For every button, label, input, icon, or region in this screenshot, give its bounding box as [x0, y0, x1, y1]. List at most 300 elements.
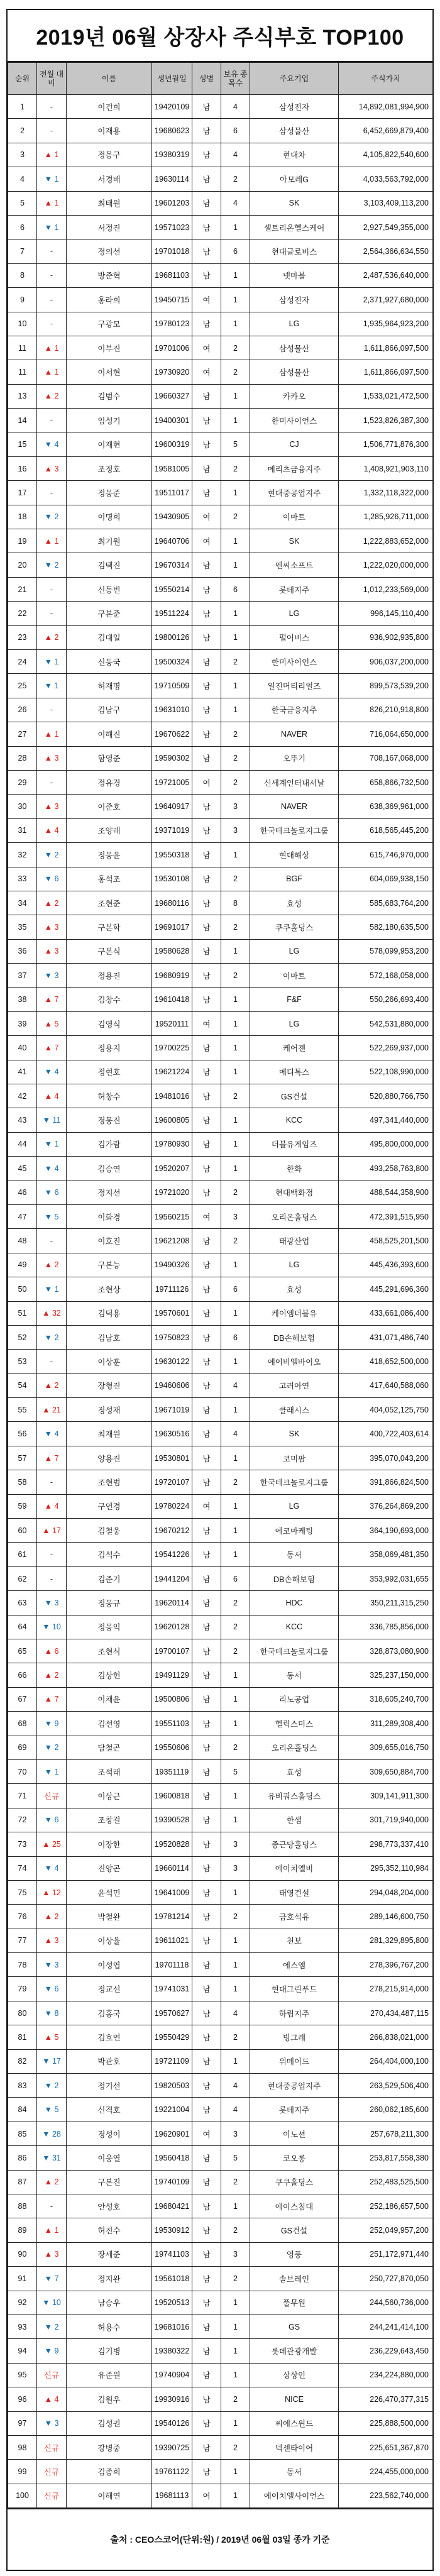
cell-gender: 남	[192, 481, 221, 505]
cell-birth: 19680116	[152, 891, 192, 915]
cell-count: 1	[221, 553, 250, 577]
cell-company: NICE	[250, 2387, 339, 2411]
cell-gender: 남	[192, 818, 221, 842]
cell-rank: 36	[8, 939, 37, 963]
cell-value: 638,369,961,000	[339, 795, 433, 818]
table-row	[8, 553, 433, 577]
table-row	[8, 2098, 433, 2122]
cell-company: 에이비엘바이오	[250, 1350, 339, 1373]
change-up-indicator: ▲ 4	[37, 1494, 67, 1518]
cell-value: 572,168,058,000	[339, 964, 433, 988]
cell-gender: 남	[192, 2049, 221, 2073]
cell-rank: 34	[8, 891, 37, 915]
cell-company: DB손해보험	[250, 1325, 339, 1349]
header-company: 주요기업	[250, 63, 339, 95]
cell-company: 태광산업	[250, 1229, 339, 1253]
cell-count: 2	[221, 2435, 250, 2459]
cell-count: 2	[221, 360, 250, 384]
cell-rank: 80	[8, 2001, 37, 2025]
cell-change: -	[37, 239, 67, 263]
cell-company: 쿠쿠홀딩스	[250, 915, 339, 939]
cell-name: 이장한	[67, 1832, 152, 1856]
cell-name: 구본능	[67, 1253, 152, 1277]
change-up-indicator: ▲ 2	[37, 384, 67, 408]
cell-company: 한국금융지주	[250, 698, 339, 722]
cell-rank: 16	[8, 456, 37, 480]
cell-value: 252,049,957,200	[339, 2218, 433, 2242]
change-down-indicator: ▼ 5	[37, 2098, 67, 2122]
table-row	[8, 1470, 433, 1494]
change-up-indicator: ▲ 25	[37, 1832, 67, 1856]
cell-gender: 남	[192, 1422, 221, 1446]
cell-birth: 19560215	[152, 1204, 192, 1228]
cell-name: 박철완	[67, 1905, 152, 1929]
cell-rank: 50	[8, 1277, 37, 1301]
cell-rank: 4	[8, 167, 37, 191]
cell-count: 1	[221, 1687, 250, 1711]
cell-name: 정몽규	[67, 1591, 152, 1615]
change-new-badge: 신규	[37, 1784, 67, 1808]
cell-company: 삼성물산	[250, 119, 339, 143]
cell-count: 1	[221, 1350, 250, 1373]
cell-gender: 남	[192, 2001, 221, 2025]
cell-rank: 23	[8, 625, 37, 649]
cell-company: 삼성물산	[250, 360, 339, 384]
cell-company: DB손해보험	[250, 1566, 339, 1590]
cell-count: 3	[221, 2122, 250, 2145]
cell-count: 2	[221, 1229, 250, 1253]
change-up-indicator: ▲ 2	[37, 625, 67, 649]
cell-company: 현대중공업지주	[250, 481, 339, 505]
table-row	[8, 1736, 433, 1759]
table-row	[8, 432, 433, 456]
change-up-indicator: ▲ 4	[37, 818, 67, 842]
cell-value: 244,241,414,100	[339, 2315, 433, 2338]
cell-value: 2,927,549,355,000	[339, 215, 433, 239]
cell-gender: 여	[192, 360, 221, 384]
cell-company: 롯데관광개발	[250, 2339, 339, 2363]
cell-company: 한미사이언스	[250, 649, 339, 673]
cell-rank: 55	[8, 1398, 37, 1422]
cell-company: 더블유게임즈	[250, 1132, 339, 1156]
cell-birth: 19371019	[152, 818, 192, 842]
cell-rank: 35	[8, 915, 37, 939]
cell-name: 이상훈	[67, 1350, 152, 1373]
cell-gender: 남	[192, 1639, 221, 1663]
cell-value: 2,371,927,680,000	[339, 288, 433, 312]
cell-birth: 19580628	[152, 939, 192, 963]
cell-birth: 19761122	[152, 2460, 192, 2484]
table-row	[8, 674, 433, 698]
cell-birth: 19541226	[152, 1543, 192, 1566]
table-row	[8, 2484, 433, 2507]
cell-name: 양용진	[67, 1446, 152, 1470]
cell-rank: 28	[8, 746, 37, 770]
table-row	[8, 1953, 433, 1977]
cell-birth: 19490326	[152, 1253, 192, 1277]
cell-rank: 97	[8, 2411, 37, 2435]
cell-name: 박관호	[67, 2049, 152, 2073]
cell-rank: 89	[8, 2218, 37, 2242]
cell-birth: 19351119	[152, 1759, 192, 1783]
table-row	[8, 1687, 433, 1711]
cell-birth: 19520111	[152, 1011, 192, 1035]
cell-value: 391,866,824,500	[339, 1470, 433, 1494]
cell-birth: 19671019	[152, 1398, 192, 1422]
cell-count: 6	[221, 239, 250, 263]
cell-birth: 19670622	[152, 722, 192, 746]
cell-count: 1	[221, 1494, 250, 1518]
header-value: 주식가치	[339, 63, 433, 95]
change-down-indicator: ▼ 2	[37, 2074, 67, 2098]
cell-gender: 남	[192, 891, 221, 915]
cell-count: 1	[221, 215, 250, 239]
cell-gender: 남	[192, 1784, 221, 1808]
cell-birth: 19700107	[152, 1639, 192, 1663]
cell-change: -	[37, 312, 67, 336]
cell-gender: 남	[192, 2411, 221, 2435]
cell-birth: 19460606	[152, 1373, 192, 1397]
cell-name: 진양곤	[67, 1856, 152, 1880]
table-row	[8, 481, 433, 505]
cell-count: 1	[221, 1446, 250, 1470]
cell-gender: 남	[192, 1350, 221, 1373]
cell-change: -	[37, 698, 67, 722]
cell-company: 에코마케팅	[250, 1519, 339, 1543]
cell-name: 김영식	[67, 1011, 152, 1035]
cell-name: 정몽구	[67, 143, 152, 167]
cell-rank: 85	[8, 2122, 37, 2145]
change-new-badge: 신규	[37, 2435, 67, 2459]
cell-name: 조현범	[67, 1470, 152, 1494]
cell-value: 289,146,600,750	[339, 1905, 433, 1929]
cell-value: 278,396,767,200	[339, 1953, 433, 1977]
cell-gender: 남	[192, 674, 221, 698]
cell-birth: 19511224	[152, 602, 192, 625]
cell-value: 6,452,669,879,400	[339, 119, 433, 143]
table-row	[8, 239, 433, 263]
cell-value: 309,141,911,300	[339, 1784, 433, 1808]
ranking-table	[8, 62, 433, 2508]
cell-name: 김준기	[67, 1566, 152, 1590]
cell-value: 433,661,086,400	[339, 1301, 433, 1325]
cell-gender: 남	[192, 2315, 221, 2338]
cell-name: 이화경	[67, 1204, 152, 1228]
cell-birth: 19711126	[152, 1277, 192, 1301]
cell-name: 허재명	[67, 674, 152, 698]
cell-rank: 29	[8, 770, 37, 794]
cell-count: 1	[221, 2049, 250, 2073]
cell-rank: 24	[8, 649, 37, 673]
table-row	[8, 215, 433, 239]
table-row	[8, 456, 433, 480]
cell-birth: 19680623	[152, 119, 192, 143]
table-row	[8, 2170, 433, 2194]
header-count: 보유 종목수	[221, 63, 250, 95]
cell-count: 2	[221, 964, 250, 988]
cell-name: 정몽익	[67, 1615, 152, 1639]
cell-name: 허용수	[67, 2315, 152, 2338]
cell-rank: 37	[8, 964, 37, 988]
cell-rank: 1	[8, 95, 37, 119]
cell-change: -	[37, 602, 67, 625]
table-row	[8, 1759, 433, 1783]
cell-value: 1,611,866,097,500	[339, 360, 433, 384]
cell-company: 엔씨소프트	[250, 553, 339, 577]
cell-name: 신격호	[67, 2098, 152, 2122]
cell-gender: 남	[192, 746, 221, 770]
cell-birth: 19520828	[152, 1832, 192, 1856]
cell-birth: 19430905	[152, 505, 192, 529]
cell-gender: 남	[192, 1132, 221, 1156]
table-row	[8, 1060, 433, 1084]
cell-gender: 남	[192, 1615, 221, 1639]
cell-value: 14,892,081,994,900	[339, 95, 433, 119]
table-row	[8, 2363, 433, 2387]
cell-name: 김남호	[67, 1325, 152, 1349]
cell-value: 1,285,926,711,000	[339, 505, 433, 529]
cell-name: 유준원	[67, 2363, 152, 2387]
cell-rank: 76	[8, 1905, 37, 1929]
table-row	[8, 1325, 433, 1349]
cell-rank: 22	[8, 602, 37, 625]
cell-value: 336,785,856,000	[339, 1615, 433, 1639]
cell-birth: 19721109	[152, 2049, 192, 2073]
cell-name: 홍라희	[67, 288, 152, 312]
cell-value: 376,264,869,200	[339, 1494, 433, 1518]
cell-company: 한국테크놀로지그룹	[250, 818, 339, 842]
cell-gender: 남	[192, 1301, 221, 1325]
cell-birth: 19571023	[152, 215, 192, 239]
cell-count: 1	[221, 698, 250, 722]
cell-value: 520,880,766,750	[339, 1084, 433, 1108]
cell-count: 2	[221, 2218, 250, 2242]
cell-rank: 20	[8, 553, 37, 577]
table-row	[8, 2025, 433, 2049]
cell-gender: 남	[192, 1566, 221, 1590]
cell-value: 260,062,185,600	[339, 2098, 433, 2122]
cell-birth: 19380322	[152, 2339, 192, 2363]
cell-birth: 19800126	[152, 625, 192, 649]
cell-value: 1,533,021,472,500	[339, 384, 433, 408]
cell-value: 618,565,445,200	[339, 818, 433, 842]
table-row	[8, 1977, 433, 2001]
cell-count: 3	[221, 795, 250, 818]
cell-value: 236,229,643,450	[339, 2339, 433, 2363]
cell-name: 남승우	[67, 2291, 152, 2315]
cell-name: 정용지	[67, 1036, 152, 1060]
cell-birth: 19780123	[152, 312, 192, 336]
cell-name: 정용진	[67, 964, 152, 988]
cell-gender: 남	[192, 2460, 221, 2484]
change-down-indicator: ▼ 6	[37, 1977, 67, 2001]
header-gender: 성별	[192, 63, 221, 95]
cell-name: 정지완	[67, 2267, 152, 2291]
cell-gender: 남	[192, 1229, 221, 1253]
table-row	[8, 770, 433, 794]
change-down-indicator: ▼ 1	[37, 215, 67, 239]
cell-company: GS건설	[250, 1084, 339, 1108]
change-up-indicator: ▲ 3	[37, 795, 67, 818]
cell-name: 조양래	[67, 818, 152, 842]
cell-count: 4	[221, 95, 250, 119]
change-new-badge: 신규	[37, 2363, 67, 2387]
table-row	[8, 843, 433, 867]
cell-gender: 남	[192, 602, 221, 625]
change-new-badge: 신규	[37, 2460, 67, 2484]
cell-value: 353,992,031,655	[339, 1566, 433, 1590]
cell-company: 셀트리온헬스케어	[250, 215, 339, 239]
cell-rank: 83	[8, 2074, 37, 2098]
cell-name: 이해연	[67, 2484, 152, 2507]
change-up-indicator: ▲ 5	[37, 1011, 67, 1035]
table-body	[8, 95, 433, 2508]
cell-value: 585,683,764,200	[339, 891, 433, 915]
table-row	[8, 1784, 433, 1808]
cell-count: 4	[221, 1422, 250, 1446]
cell-rank: 11	[8, 336, 37, 360]
cell-rank: 71	[8, 1784, 37, 1808]
change-up-indicator: ▲ 3	[37, 2242, 67, 2266]
cell-value: 996,145,110,400	[339, 602, 433, 625]
table-row	[8, 1350, 433, 1373]
change-down-indicator: ▼ 5	[37, 1204, 67, 1228]
change-down-indicator: ▼ 4	[37, 1422, 67, 1446]
cell-name: 정성이	[67, 2122, 152, 2145]
cell-count: 2	[221, 336, 250, 360]
cell-company: 일진머티리얼즈	[250, 674, 339, 698]
cell-birth: 19681016	[152, 2315, 192, 2338]
cell-count: 1	[221, 1663, 250, 1687]
source-footnote: 출처 : CEO스코어(단위:원) / 2019년 06월 03일 종가 기준	[8, 2508, 432, 2570]
cell-gender: 남	[192, 1736, 221, 1759]
cell-value: 224,455,000,000	[339, 2460, 433, 2484]
cell-birth: 19511017	[152, 481, 192, 505]
change-down-indicator: ▼ 1	[37, 674, 67, 698]
cell-rank: 62	[8, 1566, 37, 1590]
cell-gender: 남	[192, 239, 221, 263]
cell-name: 정유경	[67, 770, 152, 794]
cell-company: 에이스침대	[250, 2194, 339, 2218]
cell-rank: 21	[8, 577, 37, 601]
table-row	[8, 1446, 433, 1470]
cell-rank: 17	[8, 481, 37, 505]
change-down-indicator: ▼ 4	[37, 432, 67, 456]
cell-birth: 19570601	[152, 1301, 192, 1325]
cell-gender: 남	[192, 1808, 221, 1832]
table-row	[8, 915, 433, 939]
cell-rank: 75	[8, 1880, 37, 1904]
cell-name: 구광모	[67, 312, 152, 336]
cell-value: 270,434,487,115	[339, 2001, 433, 2025]
cell-gender: 남	[192, 2267, 221, 2291]
cell-birth: 19561018	[152, 2267, 192, 2291]
cell-gender: 남	[192, 964, 221, 988]
cell-gender: 남	[192, 1373, 221, 1397]
cell-birth: 19590302	[152, 746, 192, 770]
cell-company: 에이치엘비	[250, 1856, 339, 1880]
cell-value: 252,186,657,500	[339, 2194, 433, 2218]
cell-gender: 남	[192, 1929, 221, 1952]
cell-birth: 19600818	[152, 1784, 192, 1808]
cell-rank: 19	[8, 529, 37, 553]
change-down-indicator: ▼ 9	[37, 2339, 67, 2363]
cell-birth: 19640706	[152, 529, 192, 553]
cell-birth: 19701118	[152, 1953, 192, 1977]
cell-rank: 82	[8, 2049, 37, 2073]
table-row	[8, 336, 433, 360]
cell-company: 에스엠	[250, 1953, 339, 1977]
cell-gender: 남	[192, 1591, 221, 1615]
cell-count: 6	[221, 119, 250, 143]
cell-name: 김성권	[67, 2411, 152, 2435]
cell-company: 삼성전자	[250, 288, 339, 312]
cell-count: 6	[221, 1566, 250, 1590]
cell-name: 안성호	[67, 2194, 152, 2218]
cell-value: 497,341,440,000	[339, 1108, 433, 1132]
cell-count: 5	[221, 2146, 250, 2170]
cell-count: 2	[221, 867, 250, 891]
cell-gender: 남	[192, 95, 221, 119]
cell-birth: 19670212	[152, 1519, 192, 1543]
header-name: 이름	[67, 63, 152, 95]
cell-count: 1	[221, 988, 250, 1011]
table-row	[8, 698, 433, 722]
cell-birth: 19630114	[152, 167, 192, 191]
cell-name: 정지선	[67, 1181, 152, 1204]
cell-birth: 19500324	[152, 649, 192, 673]
cell-count: 1	[221, 1712, 250, 1736]
change-up-indicator: ▲ 4	[37, 1084, 67, 1108]
cell-rank: 60	[8, 1519, 37, 1543]
cell-value: 223,562,740,000	[339, 2484, 433, 2507]
cell-count: 1	[221, 1929, 250, 1952]
table-row	[8, 1398, 433, 1422]
cell-birth: 19600805	[152, 1108, 192, 1132]
cell-value: 251,172,971,440	[339, 2242, 433, 2266]
cell-birth: 19721020	[152, 1181, 192, 1204]
cell-name: 정의선	[67, 239, 152, 263]
cell-birth: 19620114	[152, 1591, 192, 1615]
cell-name: 이웅열	[67, 2146, 152, 2170]
cell-company: 오리온홀딩스	[250, 1736, 339, 1759]
change-down-indicator: ▼ 9	[37, 1712, 67, 1736]
table-row	[8, 1422, 433, 1446]
cell-name: 임성기	[67, 409, 152, 432]
cell-company: 영풍	[250, 2242, 339, 2266]
change-up-indicator: ▲ 1	[37, 722, 67, 746]
cell-gender: 남	[192, 2146, 221, 2170]
cell-rank: 13	[8, 384, 37, 408]
cell-count: 4	[221, 2098, 250, 2122]
cell-rank: 73	[8, 1832, 37, 1856]
cell-rank: 33	[8, 867, 37, 891]
cell-value: 250,727,870,050	[339, 2267, 433, 2291]
cell-count: 2	[221, 722, 250, 746]
cell-birth: 19701018	[152, 239, 192, 263]
cell-company: LG	[250, 602, 339, 625]
cell-birth: 19441204	[152, 1566, 192, 1590]
cell-rank: 74	[8, 1856, 37, 1880]
cell-birth: 19630122	[152, 1350, 192, 1373]
cell-rank: 51	[8, 1301, 37, 1325]
cell-gender: 남	[192, 2291, 221, 2315]
cell-count: 1	[221, 2194, 250, 2218]
cell-name: 정몽진	[67, 1108, 152, 1132]
cell-company: 롯데지주	[250, 577, 339, 601]
cell-birth: 19520513	[152, 2291, 192, 2315]
table-row	[8, 1832, 433, 1856]
